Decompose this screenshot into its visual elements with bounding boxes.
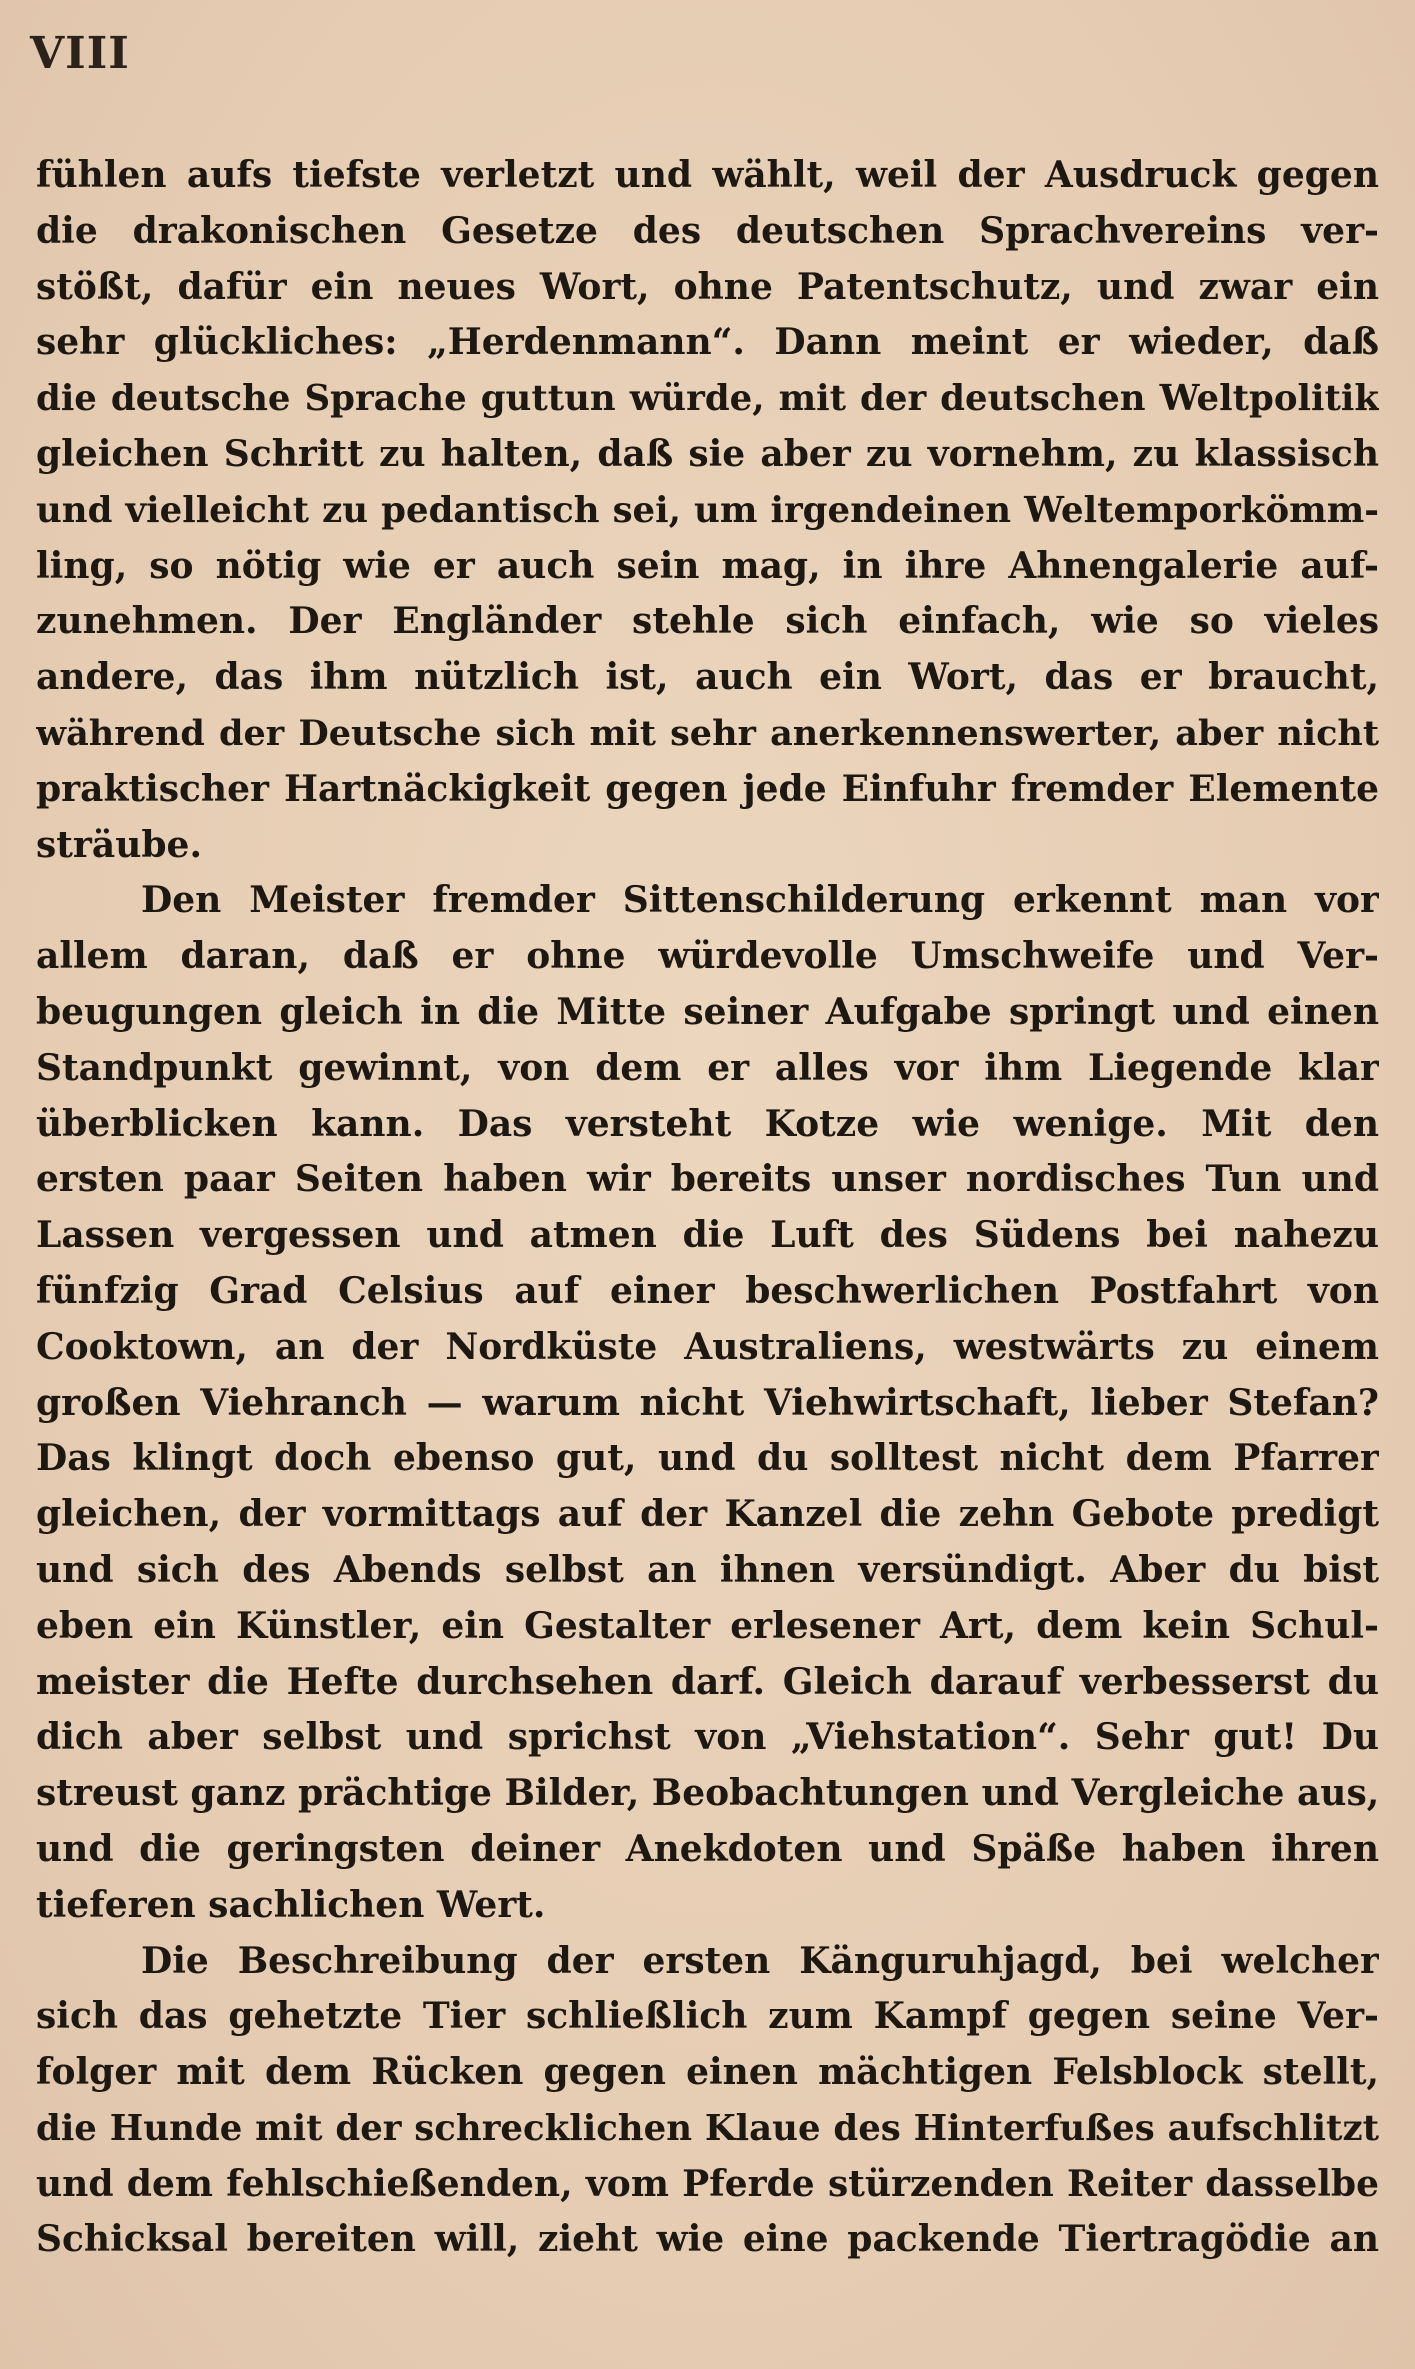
text-line: und dem fehlschießenden, vom Pferde stürzenden Reiter dasselbe bbox=[36, 2162, 1379, 2205]
paragraph-end-line: tieferen sachlichen Wert. bbox=[36, 1883, 546, 1926]
paragraph-end-line: sträube. bbox=[36, 823, 202, 866]
text-line: die deutsche Sprache guttun würde, mit der deutschen Weltpolitik bbox=[36, 378, 1379, 420]
text-line: beugungen gleich in die Mitte seiner Aufgabe springt und einen bbox=[36, 990, 1379, 1033]
text-line: Schicksal bereiten will, zieht wie eine packende Tiertragödie an bbox=[36, 2218, 1379, 2261]
text-line: fünfzig Grad Celsius auf einer beschwerlichen Postfahrt von bbox=[36, 1269, 1379, 1312]
text-line: während der Deutsche sich mit sehr anerkennenswerter, aber nicht bbox=[36, 712, 1379, 754]
text-line: die Hunde mit der schrecklichen Klaue des Hinterfußes aufschlitzt bbox=[36, 2107, 1379, 2149]
text-line: und sich des Abends selbst an ihnen versündigt. Aber du bist bbox=[36, 1548, 1379, 1591]
text-line: Cooktown, an der Nordküste Australiens, westwärts zu einem bbox=[36, 1325, 1379, 1368]
text-line: praktischer Hartnäckigkeit gegen jede Einfuhr fremder Elemente bbox=[36, 767, 1379, 810]
text-line: überblicken kann. Das versteht Kotze wie wenige. Mit den bbox=[36, 1102, 1379, 1145]
text-line: stößt, dafür ein neues Wort, ohne Patentschutz, und zwar ein bbox=[36, 265, 1379, 308]
text-line: die drakonischen Gesetze des deutschen Sprachvereins ver- bbox=[36, 209, 1379, 252]
text-line: und die geringsten deiner Anekdoten und Späße haben ihren bbox=[36, 1827, 1379, 1870]
text-line: andere, das ihm nützlich ist, auch ein Wort, das er braucht, bbox=[36, 656, 1379, 699]
text-line: gleichen, der vormittags auf der Kanzel die zehn Gebote predigt bbox=[36, 1493, 1379, 1536]
text-line: allem daran, daß er ohne würdevolle Umschweife und Ver- bbox=[36, 935, 1379, 978]
text-line: zunehmen. Der Engländer stehle sich einfach, wie so vieles bbox=[36, 600, 1379, 643]
text-line: dich aber selbst und sprichst von „Viehstation“. Sehr gut! Du bbox=[36, 1716, 1379, 1759]
text-line: Lassen vergessen und atmen die Luft des Südens bei nahezu bbox=[36, 1214, 1379, 1257]
paragraph-start-line: Den Meister fremder Sittenschilderung erkennt man vor bbox=[141, 879, 1379, 922]
text-line: sich das gehetzte Tier schließlich zum Kampf gegen seine Ver- bbox=[36, 1995, 1379, 2038]
text-line: ersten paar Seiten haben wir bereits unser nordisches Tun und bbox=[36, 1158, 1379, 1201]
text-line: und vielleicht zu pedantisch sei, um irgendeinen Weltemporkömm- bbox=[36, 489, 1379, 531]
text-line: eben ein Künstler, ein Gestalter erlesener Art, dem kein Schul- bbox=[36, 1604, 1379, 1647]
text-line: meister die Hefte durchsehen darf. Gleich darauf verbesserst du bbox=[36, 1660, 1379, 1703]
body-text bbox=[36, 148, 1379, 2268]
text-line: ling, so nötig wie er auch sein mag, in ihre Ahnengalerie auf- bbox=[36, 544, 1379, 587]
text-line: fühlen aufs tiefste verletzt und wählt, weil der Ausdruck gegen bbox=[36, 154, 1379, 196]
text-line: großen Viehranch — warum nicht Viehwirtschaft, lieber Stefan? bbox=[36, 1381, 1379, 1424]
page-number: VIII bbox=[30, 28, 130, 79]
paragraph-start-line: Die Beschreibung der ersten Känguruhjagd, bei welcher bbox=[141, 1939, 1379, 1982]
text-line: gleichen Schritt zu halten, daß sie aber zu vornehm, zu klassisch bbox=[36, 432, 1379, 475]
text-line: streust ganz prächtige Bilder, Beobachtungen und Vergleiche aus, bbox=[36, 1772, 1379, 1815]
text-line: Das klingt doch ebenso gut, und du solltest nicht dem Pfarrer bbox=[36, 1437, 1379, 1480]
text-line: sehr glückliches: „Herdenmann“. Dann meint er wieder, daß bbox=[36, 321, 1379, 364]
text-line: Standpunkt gewinnt, von dem er alles vor ihm Liegende klar bbox=[36, 1046, 1379, 1089]
text-line: folger mit dem Rücken gegen einen mächtigen Felsblock stellt, bbox=[36, 2051, 1379, 2094]
